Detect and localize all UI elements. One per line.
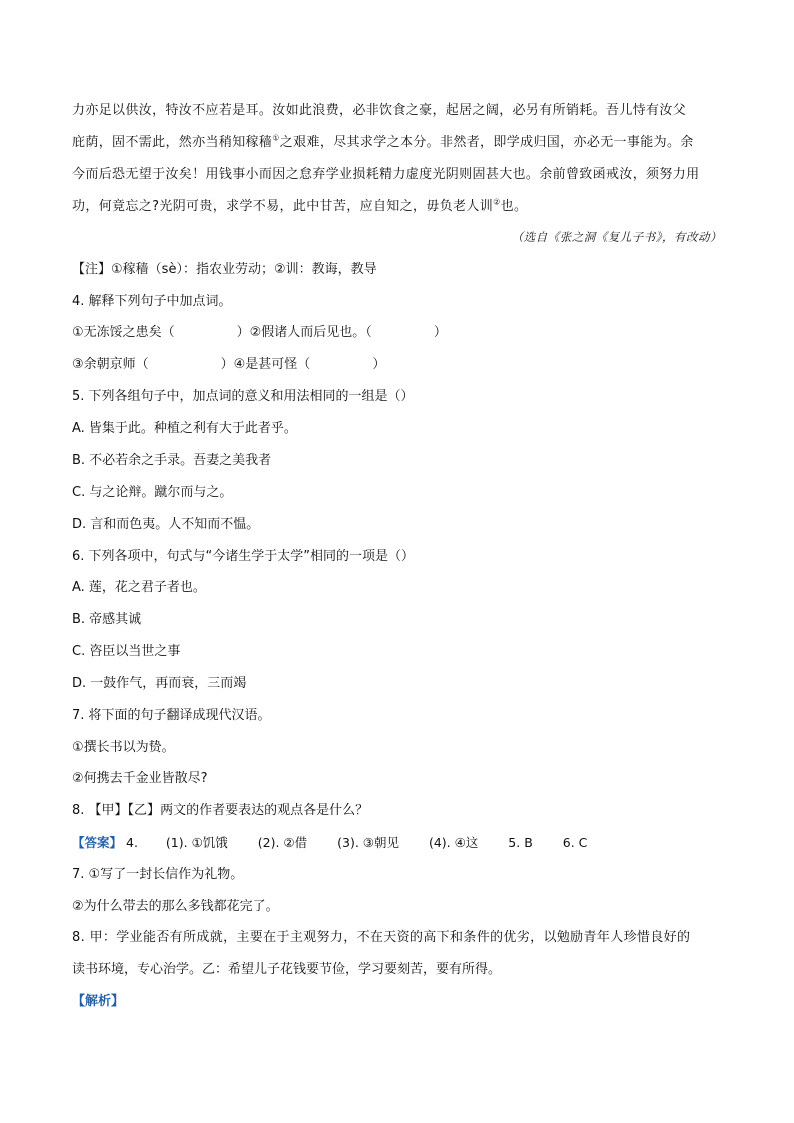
- q5-option-c: C. 与之论辩。蹴尔而与之。: [72, 485, 233, 500]
- q8-text: 两文的作者要表达的观点各是什么？: [160, 803, 369, 818]
- notes-text: ①稼穑（sè）：指农业劳动；②训：教诲，教导: [111, 262, 377, 277]
- answer-item-4: (4). ④这: [428, 835, 479, 850]
- answers-row: [72, 835, 613, 851]
- q5-option-d: D. 言和而色夷。人不知而不愠。: [72, 517, 260, 532]
- passage-line-2a: 庇荫，固不需此，然亦当稍知稼穑: [72, 135, 273, 150]
- answer-8-line-2: 读书环境，专心治学。乙：希望儿子花钱要节俭，学习要刻苦，要有所得。: [72, 962, 502, 977]
- passage-line-3: 今而后恐无望于汝矣！用钱事小而因之怠弃学业损耗精力虚度光阴则固甚大也。余前曾致函戒汝，须努力用: [72, 167, 700, 182]
- q6-option-a: A. 莲，花之君子者也。: [72, 580, 206, 595]
- q7-sentence-1: ①撰长书以为贽。: [72, 740, 175, 755]
- q4-row-2: [72, 357, 385, 373]
- q5-option-a: A. 皆集于此。种植之利有大于此者乎。: [72, 421, 297, 436]
- answer-item-1: (1). ①饥饿: [165, 835, 228, 850]
- notes-line: [72, 262, 377, 278]
- q6-option-b: B. 帝感其诚: [72, 612, 142, 627]
- answer-q-prefix: 4.: [126, 835, 138, 850]
- q6-title: 6. 下列各项中，句式与“今诸生学于太学”相同的一项是（）: [72, 549, 415, 564]
- passage-line-4: [72, 199, 527, 215]
- q8-label: 【甲】【乙】: [88, 803, 161, 818]
- passage-line-2b: 之艰难，尽其求学之本分。非然者，即学成归国，亦必无一事能为。余: [279, 135, 694, 150]
- answer-label: 【答案】: [72, 835, 123, 850]
- q4-item-2: ）②假诸人而后见也。（: [236, 325, 372, 340]
- passage-source: （选自《张之洞《复儿子书》，有改动）: [511, 230, 722, 244]
- answer-item-5: 5. B: [508, 835, 533, 850]
- q4-row-1: [72, 325, 447, 341]
- q5-option-b: B. 不必若余之手录。吾妻之美我者: [72, 453, 272, 468]
- q4-title: 4. 解释下列句子中加点词。: [72, 294, 232, 309]
- q4-item-3: ③余朝京师（: [72, 357, 149, 372]
- answer-item-2: (2). ②借: [257, 835, 308, 850]
- passage-line-2: [72, 135, 694, 151]
- answer-item-3: (3). ③朝见: [337, 835, 399, 850]
- answer-7-line-2: ②为什么带去的那么多钱都花完了。: [72, 899, 279, 914]
- q7-sentence-2: ②何携去千金业皆散尽?: [72, 771, 208, 786]
- answer-8-line-1: 8. 甲：学业能否有所成就，主要在于主观努力，不在天资的高下和条件的优劣，以勉励青年人珍惜良好的: [72, 930, 691, 945]
- footnote-marker-1: ①: [272, 133, 280, 143]
- q4-close-4: ）: [372, 357, 386, 372]
- passage-line-1: 力亦足以供汝，特汝不应若是耳。汝如此浪费，必非饮食之豪，起居之阔，必另有所销耗。吾儿恃有汝父: [72, 103, 687, 118]
- q7-title: 7. 将下面的句子翻译成现代汉语。: [72, 708, 271, 723]
- q5-title: 5. 下列各组句子中，加点词的意义和用法相同的一组是（）: [72, 389, 414, 404]
- q6-option-c: C. 咨臣以当世之事: [72, 644, 181, 659]
- footnote-marker-2: ②: [493, 197, 501, 207]
- q4-close-2: ）: [433, 325, 447, 340]
- q8-title: [72, 803, 368, 819]
- analysis-label: 【解析】: [72, 994, 125, 1009]
- q4-item-4: ）④是甚可怪（: [220, 357, 311, 372]
- q6-option-d: D. 一鼓作气，再而衰，三而竭: [72, 676, 247, 691]
- notes-label: 【注】: [72, 262, 112, 277]
- q4-item-1: ①无冻馁之患矣（: [72, 325, 175, 340]
- answer-7-line-1: 7. ①写了一封长信作为礼物。: [72, 867, 244, 882]
- passage-line-4b: 也。: [500, 199, 528, 214]
- q8-number: 8.: [72, 803, 89, 818]
- passage-line-4a: 功，何竟忘之?光阴可贵，求学不易，此中甘苦，应自知之，毋负老人训: [72, 199, 494, 214]
- answer-item-6: 6. C: [562, 835, 588, 850]
